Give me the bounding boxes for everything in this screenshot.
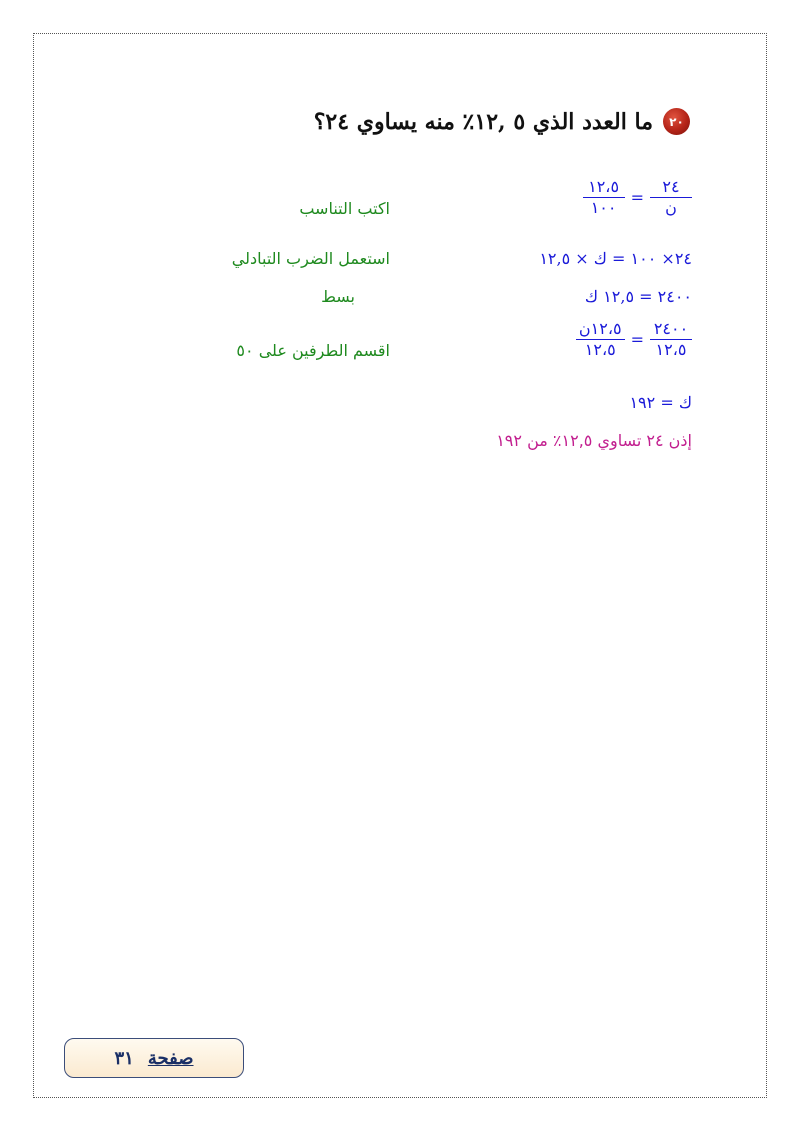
- note-cross-multiply: استعمل الضرب التبادلي: [231, 249, 390, 268]
- fraction-numerator: ١٢،٥: [583, 178, 625, 198]
- step-cross-multiply: ٢٤× ١٠٠ = ك × ١٢,٥: [539, 249, 692, 268]
- page-number: ٣١: [114, 1047, 134, 1069]
- question-text: ما العدد الذي ٥ ,١٢٪ منه يساوي ٢٤؟: [313, 108, 653, 135]
- fraction-left: [650, 320, 692, 360]
- fraction-denominator: ١٢،٥: [584, 340, 616, 360]
- fraction-numerator: ٢٤: [650, 178, 692, 198]
- fraction-right: [583, 178, 625, 218]
- fraction-denominator: ١٠٠: [590, 198, 617, 218]
- note-write-proportion: اكتب التناسب: [299, 199, 390, 218]
- step-divide: [576, 320, 692, 360]
- question-number-badge: ٢٠: [663, 108, 690, 135]
- step-result: ك = ١٩٢: [629, 393, 692, 412]
- page-label: صفحة: [147, 1047, 194, 1069]
- fraction-numerator: ١٢،٥ن: [576, 320, 625, 340]
- fraction-left: [650, 178, 692, 218]
- step-simplify: ٢٤٠٠ = ١٢,٥ ك: [584, 287, 692, 306]
- step-proportion: [583, 178, 692, 218]
- note-divide-both-sides: اقسم الطرفين على ٥٠: [236, 341, 390, 360]
- fraction-denominator: ن: [665, 198, 677, 218]
- page-number-badge: [64, 1038, 244, 1078]
- question-heading: [314, 108, 690, 135]
- equals-sign: =: [630, 330, 644, 350]
- note-simplify: بسط: [321, 287, 355, 306]
- conclusion-text: إذن ٢٤ تساوي ١٢,٥٪ من ١٩٢: [496, 431, 692, 450]
- fraction-denominator: ١٢،٥: [655, 340, 687, 360]
- equals-sign: =: [630, 188, 644, 208]
- fraction-numerator: ٢٤٠٠: [650, 320, 692, 340]
- fraction-right: [576, 320, 625, 360]
